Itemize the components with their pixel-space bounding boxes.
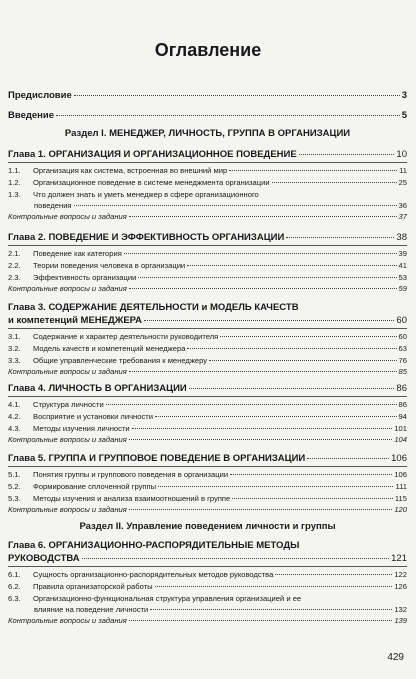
chapter-heading — [8, 383, 407, 394]
questions-entry: Контрольные вопросы и задания 85 — [8, 367, 407, 376]
toc-subentry: 6.2. Правила организаторской работы 126 — [8, 582, 407, 591]
chapter-heading — [8, 232, 407, 243]
chapter-heading-cont: РУКОВОДСТВА 121 — [8, 553, 407, 564]
chapter-page: 38 — [396, 232, 407, 243]
chapter-heading — [8, 149, 407, 160]
chapter-title: ЛИЧНОСТЬ В ОРГАНИЗАЦИИ — [48, 383, 187, 394]
chapter-heading — [8, 453, 407, 464]
toc-entry-intro — [8, 110, 407, 121]
chapter-number: Глава 6. — [8, 540, 46, 551]
toc-subentry: 5.1. Понятия группы и группового поведения в организации 106 — [8, 470, 407, 479]
chapter-title: ОРГАНИЗАЦИЯ И ОРГАНИЗАЦИОННОЕ ПОВЕДЕНИЕ — [48, 149, 297, 160]
chapter-number: Глава 2. — [8, 232, 46, 243]
chapter-number: Глава 4. — [8, 383, 46, 394]
chapter-title: ГРУППА И ГРУППОВОЕ ПОВЕДЕНИЕ В ОРГАНИЗАЦИИ — [48, 453, 306, 464]
questions-entry: Контрольные вопросы и задания 37 — [8, 212, 407, 221]
questions-entry: Контрольные вопросы и задания 59 — [8, 284, 407, 293]
page-title: Оглавление — [154, 40, 262, 60]
toc-subentry: 1.1. Организация как система, встроенная во внешний мир 11 — [8, 166, 407, 175]
entry-page: 3 — [401, 90, 407, 101]
toc-subentry: 5.3. Методы изучения и анализа взаимоотношений в группе 115 — [8, 494, 407, 503]
section-heading: Раздел I. МЕНЕДЖЕР, ЛИЧНОСТЬ, ГРУППА В ОРГАНИЗАЦИИ — [64, 128, 351, 139]
chapter-page: 106 — [391, 453, 407, 464]
toc-entry-preface — [8, 90, 407, 101]
toc-subentry: 3.2. Модель качеств и компетенций менеджера 63 — [8, 344, 407, 353]
questions-entry: Контрольные вопросы и задания 104 — [8, 435, 407, 444]
entry-label: Предисловие — [8, 90, 72, 101]
toc-subentry: 1.2. Организационное поведение в системе менеджмента организации 25 — [8, 178, 407, 187]
chapter-heading-cont: и компетенций МЕНЕДЖЕРА 60 — [8, 315, 407, 326]
toc-subentry-cont: влияние на поведение личности 132 — [34, 605, 407, 614]
entry-page: 5 — [401, 110, 407, 121]
chapter-title: СОДЕРЖАНИЕ ДЕЯТЕЛЬНОСТИ и МОДЕЛЬ КАЧЕСТВ — [48, 302, 299, 313]
toc-subentry: 4.1. Структура личности 86 — [8, 400, 407, 409]
toc-subentry: 4.2. Восприятие и установки личности 94 — [8, 412, 407, 421]
chapter-number: Глава 3. — [8, 302, 46, 313]
toc-subentry: 5.2. Формирование сплоченной группы 111 — [8, 482, 407, 491]
questions-entry: Контрольные вопросы и задания 139 — [8, 616, 407, 625]
toc-subentry: 2.3. Эффективность организации 53 — [8, 273, 407, 282]
chapter-title: ПОВЕДЕНИЕ И ЭФФЕКТИВНОСТЬ ОРГАНИЗАЦИИ — [48, 232, 285, 243]
entry-label: Введение — [8, 110, 55, 121]
chapter-page: 86 — [396, 383, 407, 394]
toc-subentry: 3.1. Содержание и характер деятельности руководителя 60 — [8, 332, 407, 341]
toc-subentry: 4.3. Методы изучения личности 101 — [8, 424, 407, 433]
toc-subentry-cont: поведения 36 — [34, 201, 407, 210]
toc-subentry: 1.3. Что должен знать и уметь менеджер в сфере организационного — [8, 190, 259, 199]
toc-subentry: 2.2. Теории поведения человека в организации 41 — [8, 261, 407, 270]
toc-subentry: 2.1. Поведение как категория 39 — [8, 249, 407, 258]
chapter-heading — [8, 540, 407, 551]
toc-subentry: 6.3. Организационно-функциональная структура управления организацией и ее — [8, 594, 302, 603]
chapter-title: ОРГАНИЗАЦИОННО-РАСПОРЯДИТЕЛЬНЫЕ МЕТОДЫ — [48, 540, 300, 551]
chapter-page: 60 — [396, 315, 407, 326]
chapter-number: Глава 1. — [8, 149, 46, 160]
chapter-page: 121 — [391, 553, 407, 564]
chapter-page: 10 — [396, 149, 407, 160]
toc-subentry: 3.3. Общие управленческие требования к менеджеру 76 — [8, 356, 407, 365]
toc-subentry: 6.1. Сущность организационно-распорядительных методов руководства 122 — [8, 570, 407, 579]
section-heading: Раздел II. Управление поведением личности и группы — [79, 521, 336, 532]
chapter-heading — [8, 302, 407, 313]
chapter-number: Глава 5. — [8, 453, 46, 464]
questions-entry: Контрольные вопросы и задания 120 — [8, 505, 407, 514]
page-number: 429 — [387, 652, 404, 663]
